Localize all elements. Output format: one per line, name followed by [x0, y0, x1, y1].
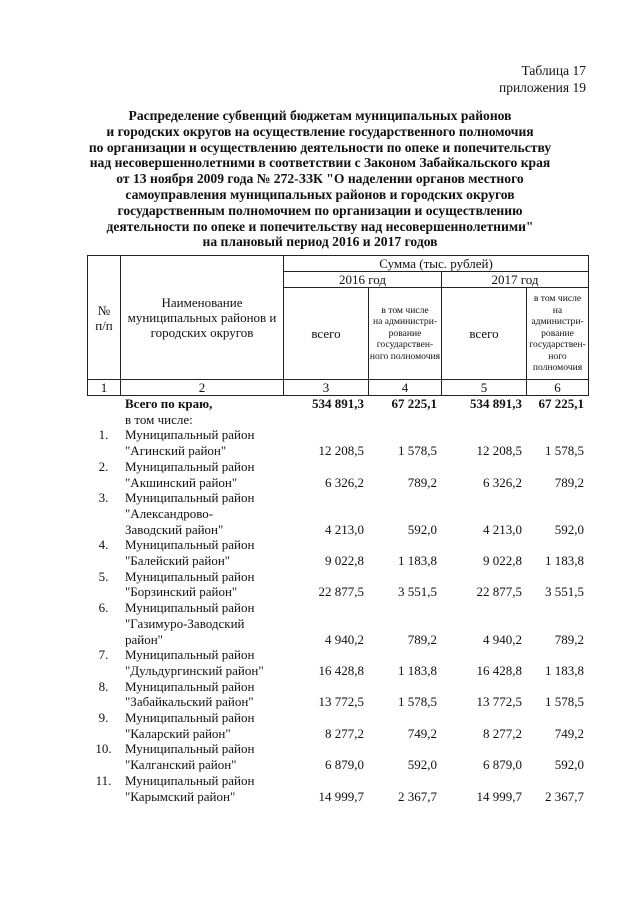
admin-2016: 789,2	[407, 631, 437, 647]
table-row	[87, 773, 588, 804]
district-rows	[87, 427, 588, 804]
district-name-line: Муниципальный район	[125, 537, 255, 553]
title-line: и городских округов на осуществление государственного полномочия	[106, 123, 534, 139]
title-line: деятельности по опеке и попечительству над несовершеннолетними"	[106, 218, 534, 234]
district-name	[120, 569, 283, 600]
header-name-label: Наименование муниципальных районов и городских округов	[127, 295, 277, 340]
total-name: Всего по краю,	[125, 396, 213, 411]
district-name-line: "Каларский район"	[125, 725, 231, 741]
total-2016: 16 428,8	[318, 662, 364, 678]
admin-2016: 2 367,7	[398, 788, 437, 804]
admin-2017: 1 183,8	[545, 553, 584, 569]
admin-2016: 749,2	[407, 725, 437, 741]
district-name	[120, 679, 283, 710]
row-number: 3.	[98, 490, 109, 506]
admin-2017: 592,0	[554, 757, 584, 773]
total-2016: 4 213,0	[325, 521, 364, 537]
district-name	[120, 537, 283, 568]
table-label: Таблица 17	[521, 63, 586, 78]
district-name-line: район"	[125, 631, 163, 647]
district-name-line: Муниципальный район	[125, 678, 255, 694]
total-2016: 12 208,5	[318, 443, 364, 459]
district-name	[120, 427, 283, 458]
district-name	[120, 459, 283, 490]
district-name-line: "Агинский район"	[125, 443, 227, 459]
total-2017: 22 877,5	[476, 584, 522, 600]
table-row	[87, 647, 588, 678]
total-2017: 8 277,2	[483, 725, 522, 741]
table-row	[87, 679, 588, 710]
total-2017: 9 022,8	[483, 553, 522, 569]
header-admin-2017	[527, 288, 589, 380]
district-name-line: Муниципальный район	[125, 772, 255, 788]
document-title	[80, 108, 560, 250]
total-2017: 6 879,0	[483, 757, 522, 773]
admin-line: ного полномочия	[369, 350, 441, 362]
col-number-5: 5	[442, 380, 527, 396]
total-subtitle: в том числе:	[125, 411, 193, 427]
admin-line: на администри-	[372, 316, 438, 328]
district-name-line: "Калганский район"	[125, 757, 237, 773]
district-name	[120, 600, 283, 647]
district-name-line: "Карымский район"	[125, 788, 236, 804]
district-name-line: Муниципальный район	[125, 741, 255, 757]
row-number: 4.	[98, 537, 109, 553]
total-2017: 12 208,5	[476, 443, 522, 459]
total-2017: 14 999,7	[476, 788, 522, 804]
row-number: 8.	[98, 678, 109, 694]
total-2016: 22 877,5	[318, 584, 364, 600]
header-total-2017: всего	[442, 288, 527, 380]
total-2016: 6 879,0	[325, 757, 364, 773]
admin-line: государствен-	[376, 339, 434, 351]
district-name-line: "Дульдургинский район"	[125, 662, 264, 678]
total-2016: 6 326,2	[325, 474, 364, 490]
admin-2016: 67 225,1	[391, 396, 437, 411]
header-total-2016: всего	[284, 288, 369, 380]
district-name	[120, 490, 283, 537]
district-name-line: Муниципальный район	[125, 710, 255, 726]
total-2017: 534 891,3	[470, 396, 522, 411]
district-name-line: Муниципальный район	[125, 647, 255, 663]
row-number: 11.	[95, 772, 112, 788]
admin-2017: 2 367,7	[545, 788, 584, 804]
admin-2016: 1 183,8	[398, 662, 437, 678]
admin-2017: 67 225,1	[538, 396, 584, 411]
admin-2016: 592,0	[407, 757, 437, 773]
admin-line: на администри-	[531, 304, 584, 328]
col-number-4: 4	[369, 380, 442, 396]
district-name-line: Муниципальный район	[125, 427, 255, 443]
admin-line: ного полномочия	[532, 350, 583, 374]
admin-2017: 3 551,5	[545, 584, 584, 600]
title-line: от 13 ноября 2009 года № 272-ЗЗК "О наделении органов местного	[116, 171, 524, 187]
admin-2016: 1 578,5	[398, 443, 437, 459]
district-name-line: "Газимуро-Заводский	[125, 615, 245, 631]
district-name-line: "Балейский район"	[125, 553, 231, 569]
district-name-line: "Акшинский район"	[125, 474, 238, 490]
table-row	[87, 569, 588, 600]
table-row	[87, 741, 588, 772]
total-subtitle-row	[87, 412, 588, 428]
total-2016: 4 940,2	[325, 631, 364, 647]
table-row	[87, 600, 588, 647]
total-2017: 13 772,5	[476, 694, 522, 710]
header-year-2016: 2016 год	[284, 272, 442, 288]
admin-2016: 1 578,5	[398, 694, 437, 710]
district-name	[120, 710, 283, 741]
admin-line: в том числе	[533, 293, 582, 305]
table-row	[87, 710, 588, 741]
admin-line: рование	[388, 327, 422, 339]
col-number-6: 6	[527, 380, 589, 396]
admin-line: в том числе	[381, 304, 429, 316]
row-number: 7.	[98, 647, 109, 663]
district-name	[120, 647, 283, 678]
table-row	[87, 459, 588, 490]
admin-2016: 789,2	[407, 474, 437, 490]
table-row	[87, 490, 588, 537]
header-name	[121, 256, 284, 380]
table-row	[87, 427, 588, 458]
admin-2016: 592,0	[407, 521, 437, 537]
col-number-3: 3	[284, 380, 369, 396]
admin-2017: 1 578,5	[545, 694, 584, 710]
total-2016: 534 891,3	[312, 396, 364, 411]
total-2016: 14 999,7	[318, 788, 364, 804]
row-num	[87, 412, 120, 428]
district-name-line: Муниципальный район	[125, 490, 255, 506]
district-name-line: Муниципальный район	[125, 600, 255, 616]
row-number: 10.	[95, 741, 112, 757]
admin-2017: 1 578,5	[545, 443, 584, 459]
col-number-1: 1	[88, 380, 121, 396]
title-line: самоуправления муниципальных районов и городских округов	[125, 186, 515, 202]
admin-line: рование	[541, 327, 574, 339]
row-number: 6.	[98, 600, 109, 616]
row-number: 1.	[98, 427, 109, 443]
total-row	[87, 396, 588, 412]
district-name-line: Заводский район"	[125, 521, 224, 537]
table-reference	[499, 62, 586, 96]
admin-line: государствен-	[529, 339, 586, 351]
district-name-line: "Забайкальский район"	[125, 694, 254, 710]
admin-2017: 749,2	[554, 725, 584, 741]
table-body	[87, 396, 588, 804]
row-number: 2.	[98, 458, 109, 474]
header-year-2017: 2017 год	[442, 272, 589, 288]
admin-2016: 3 551,5	[398, 584, 437, 600]
table-row	[87, 537, 588, 568]
appendix-label: приложения 19	[498, 80, 586, 95]
total-2017: 16 428,8	[476, 662, 522, 678]
total-2017: 6 326,2	[483, 474, 522, 490]
total-2017: 4 213,0	[483, 521, 522, 537]
total-2016: 9 022,8	[325, 553, 364, 569]
title-line: по организации и осуществлению деятельности по опеке и попечительству	[88, 139, 552, 155]
header-num	[88, 256, 121, 380]
district-name-line: Муниципальный район	[125, 568, 255, 584]
header-admin-2016	[369, 288, 442, 380]
district-name	[120, 773, 283, 804]
title-line: Распределение субвенций бюджетам муниципальных районов	[128, 108, 512, 123]
total-2017: 4 940,2	[483, 631, 522, 647]
total-2016: 13 772,5	[318, 694, 364, 710]
row-num	[87, 396, 120, 412]
row-number: 9.	[98, 710, 109, 726]
admin-2017: 789,2	[554, 631, 584, 647]
col-number-2: 2	[121, 380, 284, 396]
district-name	[120, 741, 283, 772]
title-line: над несовершеннолетними в соответствии с Законом Забайкальского края	[89, 155, 551, 171]
header-sum: Сумма (тыс. рублей)	[284, 256, 589, 272]
admin-2016: 1 183,8	[398, 553, 437, 569]
title-line: государственным полномочием по организации и осуществлению	[117, 202, 523, 218]
district-name-line: "Борзинский район"	[125, 584, 238, 600]
header-num-label: № п/п	[95, 302, 113, 333]
admin-2017: 1 183,8	[545, 662, 584, 678]
total-2016: 8 277,2	[325, 725, 364, 741]
table-header	[87, 255, 589, 396]
district-name-line: "Александрово-	[125, 505, 214, 521]
admin-2017: 592,0	[554, 521, 584, 537]
admin-2017: 789,2	[554, 474, 584, 490]
title-line: на плановый период 2016 и 2017 годов	[202, 234, 438, 250]
district-name-line: Муниципальный район	[125, 458, 255, 474]
row-number: 5.	[98, 568, 109, 584]
